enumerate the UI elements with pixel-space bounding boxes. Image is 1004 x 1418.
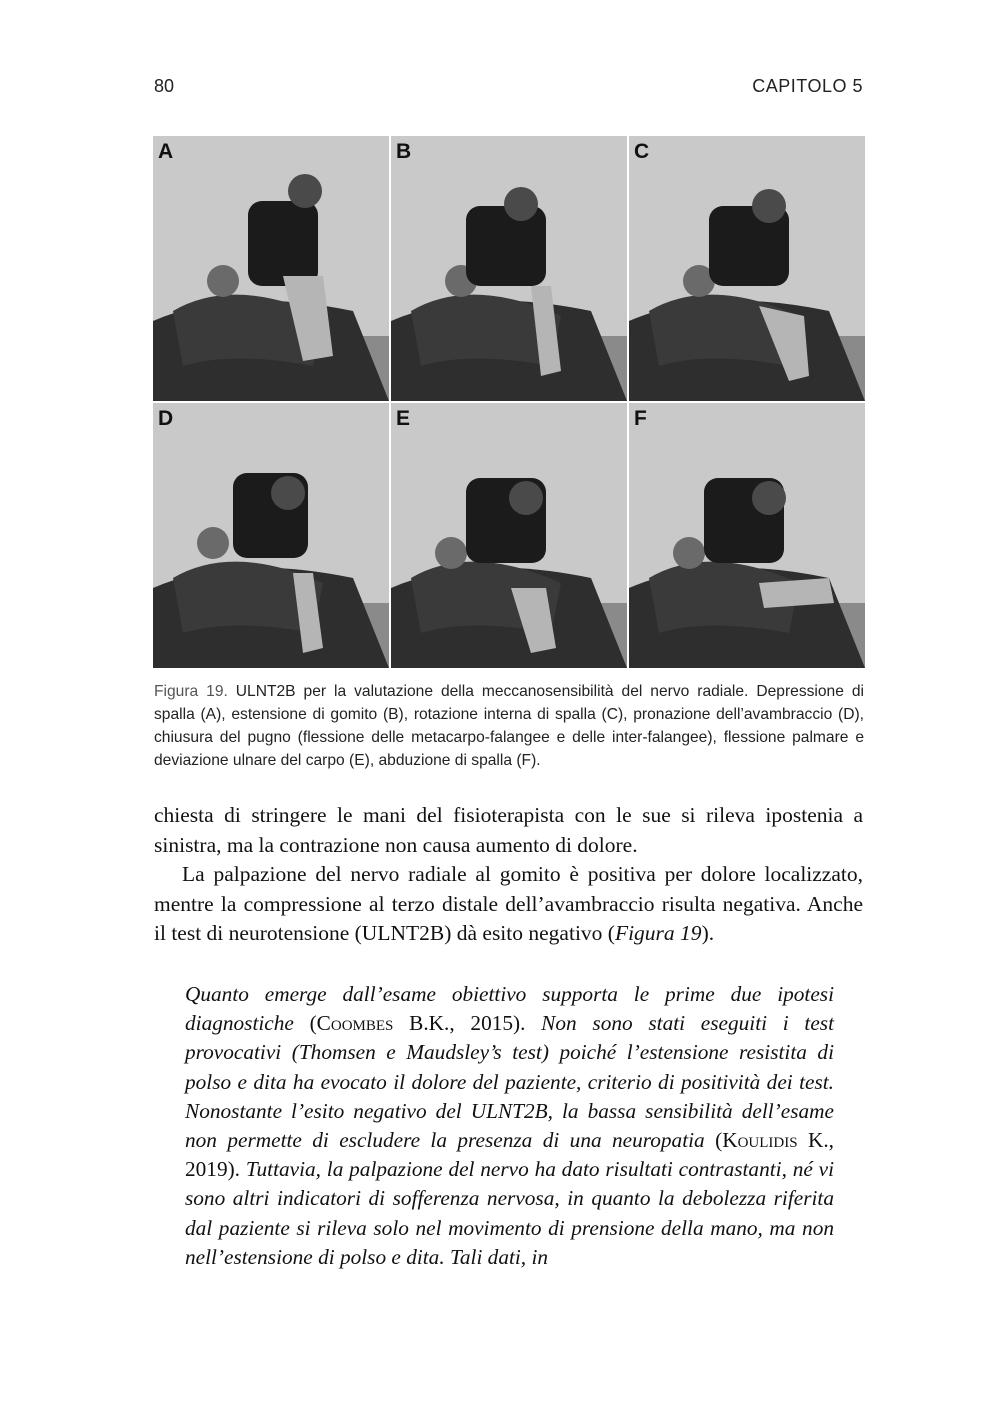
- caption-text: ULNT2B per la valutazione della meccanosensibilità del nervo radiale. Depressione di spalla (A), estensione di gomito (B), rotazione interna di spalla (C), pronazione dell’avambraccio (D), chiusura del pugno (flessione delle metacarpo-falangee e delle inter-falangee), flessione palmare e deviazione ulnare del carpo (E), abduzione di spalla (F).: [154, 683, 864, 769]
- figure-reference: Figura 19: [614, 921, 702, 945]
- panel-label: E: [396, 407, 411, 430]
- photo-panel-e: [391, 403, 627, 668]
- citation-rest: K., 2019).: [185, 1128, 834, 1182]
- paragraph-1: chiesta di stringere le mani del fisioterapista con le sue si rileva ipostenia a sinistra, ma la contrazione non causa aumento di dolore.: [154, 803, 863, 857]
- citation-open: (: [293, 1011, 317, 1036]
- photo-f-illustration: [629, 403, 865, 668]
- panel-label: D: [158, 407, 174, 430]
- quote-sentence-2: Non sono stati eseguiti i test provocativi (Thomsen e Maudsley’s test) poiché l’estensione resistita di polso e dita ha evocato il dolore del paziente, criterio di positività dei test. Nonostante l’esito negativo del ULNT2B, la bassa sensibilità dell’esame non permette di escludere la presenza di una neuropatia: [185, 1011, 834, 1153]
- caption-label: Figura 19.: [154, 683, 228, 700]
- photo-c-illustration: [629, 136, 865, 401]
- figure-19: [153, 136, 863, 669]
- photo-panel-a: [153, 136, 389, 401]
- paragraph-2-end: ).: [701, 921, 715, 945]
- panel-label: A: [158, 140, 174, 163]
- discussion-block: [185, 980, 834, 1272]
- citation-author: Koulidis: [722, 1128, 798, 1153]
- paragraph-2-text: La palpazione del nervo radiale al gomito è positiva per dolore localizzato, mentre la compressione al terzo distale dell’avambraccio risulta negativa. Anche il test di neurotensione (ULNT2B) dà esito negativo (: [154, 862, 863, 945]
- citation-open: (: [704, 1128, 723, 1153]
- panel-label: F: [634, 407, 647, 430]
- panel-label: B: [396, 140, 412, 163]
- photo-d-illustration: [153, 403, 389, 668]
- chapter-heading: CAPITOLO 5: [752, 76, 863, 96]
- photo-b-illustration: [391, 136, 627, 401]
- body-text: [154, 801, 863, 949]
- page-number: 80: [154, 76, 175, 96]
- paragraph-2: [154, 860, 863, 949]
- panel-label: C: [634, 140, 650, 163]
- citation-rest: B.K., 2015).: [393, 1011, 542, 1036]
- photo-panel-c: [629, 136, 865, 401]
- quote-sentence-1: Quanto emerge dall’esame obiettivo supporta le prime due ipotesi diagnostiche: [185, 982, 834, 1036]
- photo-panel-b: [391, 136, 627, 401]
- photo-panel-d: [153, 403, 389, 668]
- quote-sentence-3: Tuttavia, la palpazione del nervo ha dato risultati contrastanti, né vi sono altri indicatori di sofferenza nervosa, in quanto la debolezza riferita dal paziente si rileva solo nel movimento di prensione della mano, ma non nell’estensione di polso e dita. Tali dati, in: [185, 1157, 834, 1269]
- photo-e-illustration: [391, 403, 627, 668]
- figure-caption: [154, 680, 864, 772]
- citation-author: Coombes: [316, 1011, 394, 1036]
- photo-a-illustration: [153, 136, 389, 401]
- photo-panel-f: [629, 403, 865, 668]
